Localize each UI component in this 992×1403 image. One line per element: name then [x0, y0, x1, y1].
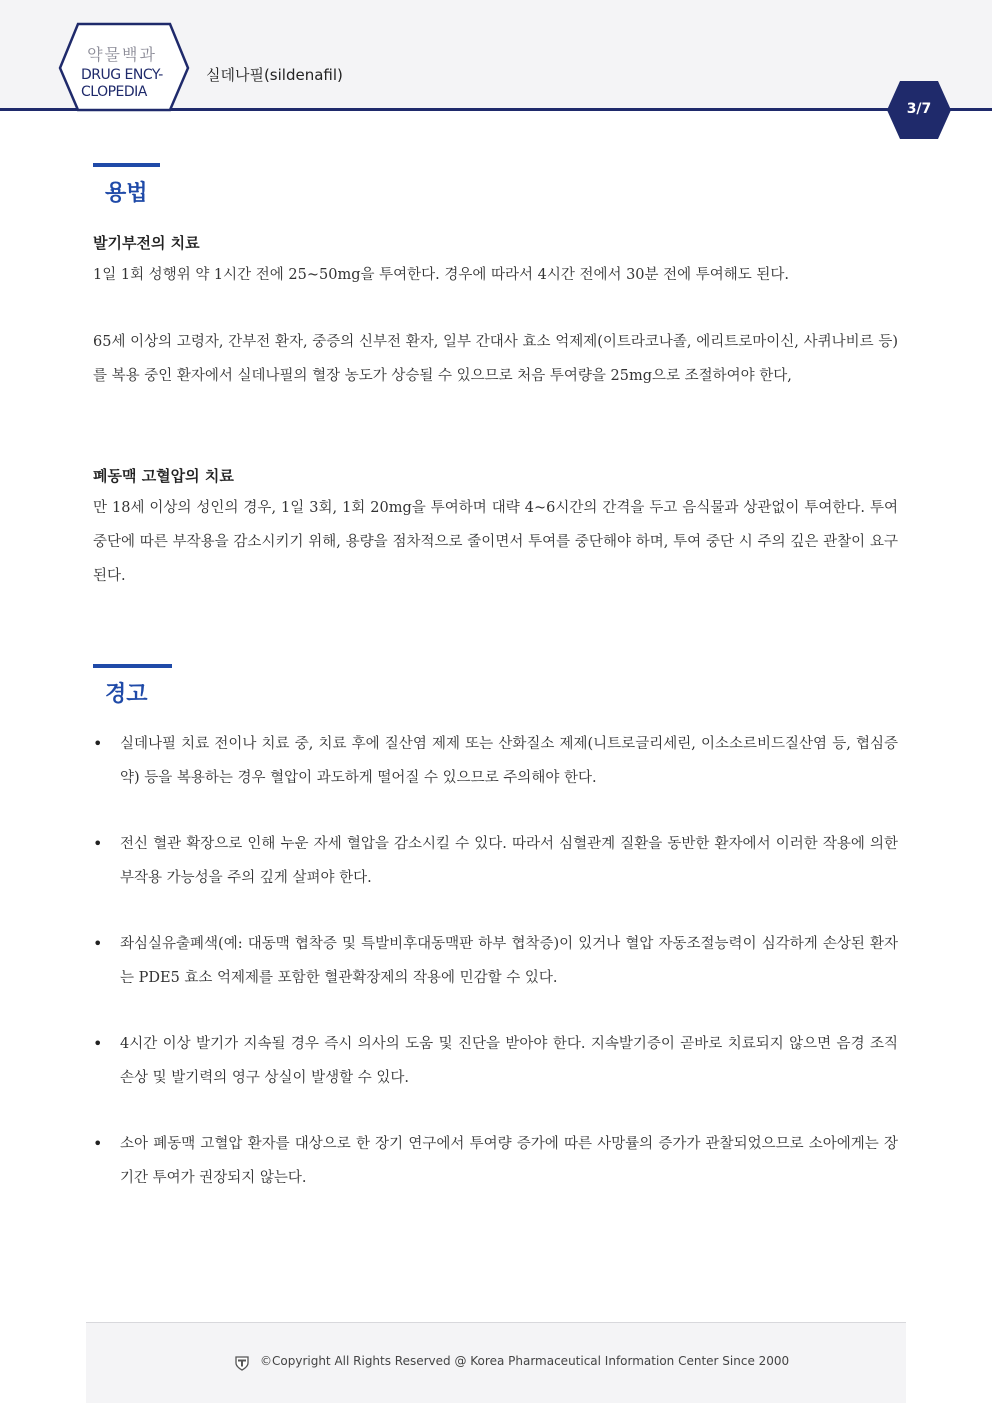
shield-logo-icon — [234, 1355, 250, 1371]
warning-item-text: 전신 혈관 확장으로 인해 누운 자세 혈압을 감소시킬 수 있다. 따라서 심혈관계 질환을 동반한 환자에서 이러한 작용에 의한 부작용 가능성을 주의 깊게 살펴야 한다. — [120, 836, 898, 886]
dosage-section-bar — [93, 163, 160, 167]
bullet-icon: • — [93, 934, 103, 953]
page-indicator-badge — [886, 80, 952, 140]
warning-section-bar — [93, 664, 172, 668]
warning-section-title: 경고 — [105, 682, 148, 707]
warning-item-text: 좌심실유출폐색(예: 대동맥 협착증 및 특발비후대동맥판 하부 협착증)이 있거나 혈압 자동조절능력이 심각하게 손상된 환자는 PDE5 효소 억제제를 포함한 혈관확장제의 작용에 민감할 수 있다. — [120, 936, 898, 986]
warning-item-text: 실데나필 치료 전이나 치료 중, 치료 후에 질산염 제제 또는 산화질소 제제(니트로글리세린, 이소소르비드질산염 등, 협심증약) 등을 복용하는 경우 혈압이 과도하게 떨어질 수 있으므로 주의해야 한다. — [120, 736, 898, 786]
logo-english-line-1: DRUG ENCY- — [81, 67, 163, 83]
logo-english-text — [81, 67, 181, 101]
bullet-icon: • — [93, 834, 103, 853]
page-indicator-text: 3/7 — [906, 101, 932, 117]
ph-treatment-heading: 폐동맥 고혈압의 치료 — [93, 467, 234, 485]
dosage-section-title: 용법 — [105, 181, 148, 206]
ph-dosage-paragraph: 만 18세 이상의 성인의 경우, 1일 3회, 1회 20mg을 투여하며 대략 4~6시간의 간격을 두고 음식물과 상관없이 투여한다. 투여 중단에 따른 부작용을 감소시키기 위해, 용량을 점차적으로 줄이면서 투여를 중단해야 하며, 투여 중단 시 주의 깊은 관찰이 요구된다. — [93, 500, 898, 584]
ed-treatment-heading: 발기부전의 치료 — [93, 234, 200, 252]
bullet-icon: • — [93, 734, 103, 753]
bullet-icon: • — [93, 1034, 103, 1053]
document-title: 실데나필(sildenafil) — [206, 66, 343, 84]
logo-korean-text: 약물백과 — [87, 45, 157, 64]
page-header — [0, 0, 992, 112]
warning-item-text: 4시간 이상 발기가 지속될 경우 즉시 의사의 도움 및 진단을 받아야 한다. 지속발기증이 곧바로 치료되지 않으면 음경 조직손상 및 발기력의 영구 상실이 발생할 수 있다. — [120, 1036, 898, 1086]
logo-english-line-2: CLOPEDIA — [81, 84, 147, 100]
copyright-text: ©Copyright All Rights Reserved @ Korea Pharmaceutical Information Center Since 2000 — [260, 1354, 790, 1368]
bullet-icon: • — [93, 1134, 103, 1153]
ed-dosage-adjustment-paragraph: 65세 이상의 고령자, 간부전 환자, 중증의 신부전 환자, 일부 간대사 효소 억제제(이트라코나졸, 에리트로마이신, 사퀴나비르 등)를 복용 중인 환자에서 실데나필의 혈장 농도가 상승될 수 있으므로 처음 투여량을 25mg으로 조절하여야 한다, — [93, 334, 898, 384]
page-footer — [86, 1322, 906, 1403]
ed-dosage-paragraph: 1일 1회 성행위 약 1시간 전에 25~50mg을 투여한다. 경우에 따라서 4시간 전에서 30분 전에 투여해도 된다. — [93, 267, 790, 283]
warning-item-text: 소아 폐동맥 고혈압 환자를 대상으로 한 장기 연구에서 투여량 증가에 따른 사망률의 증가가 관찰되었으므로 소아에게는 장기간 투여가 권장되지 않는다. — [120, 1136, 898, 1186]
drug-encyclopedia-logo — [52, 22, 192, 114]
